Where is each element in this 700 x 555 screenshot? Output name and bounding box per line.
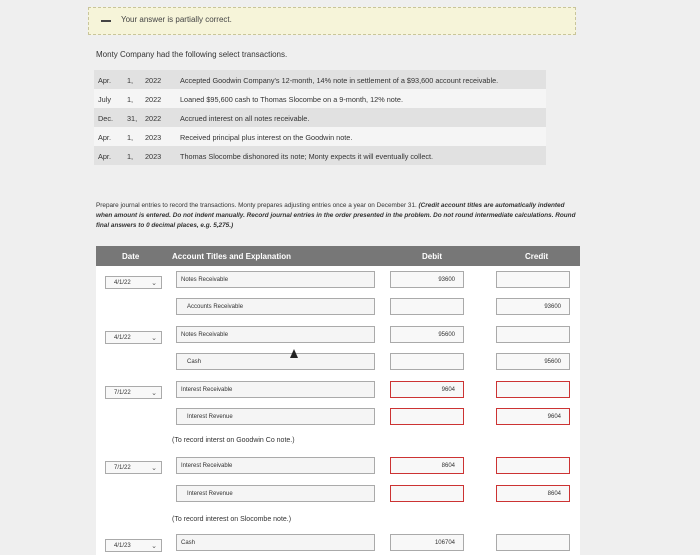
instructions-text: Prepare journal entries to record the transactions. Monty prepares adjusting entries once a year on December 31. xyxy=(96,202,419,209)
transaction-row xyxy=(94,146,546,165)
debit-value: 9604 xyxy=(441,387,455,393)
tx-day: 1, xyxy=(127,152,134,161)
account-value: Notes Receivable xyxy=(181,332,229,338)
account-value: Interest Receivable xyxy=(181,463,233,469)
credit-input[interactable] xyxy=(496,353,570,370)
tx-day: 1, xyxy=(127,95,134,104)
tx-day: 1, xyxy=(127,76,134,85)
minus-icon xyxy=(101,20,111,22)
debit-value: 8604 xyxy=(441,463,455,469)
instructions-note: (Credit account titles are automatically indented when amount is entered. Do not indent manually. Record journal entries in the order presented in the problem. Do not round intermediate calculations. Round final answers to 0 decimal places, e.g. 5,275.) xyxy=(96,202,576,229)
credit-value: 8604 xyxy=(547,491,561,497)
credit-input[interactable] xyxy=(496,326,570,343)
account-input[interactable] xyxy=(176,534,375,551)
header-account: Account Titles and Explanation xyxy=(172,252,291,261)
credit-input[interactable] xyxy=(496,485,570,502)
feedback-message: Your answer is partially correct. xyxy=(121,15,232,24)
chevron-down-icon: ⌄ xyxy=(151,543,157,550)
tx-year: 2022 xyxy=(145,95,162,104)
tx-month: July xyxy=(98,95,111,104)
tx-text: Accepted Goodwin Company's 12-month, 14% note in settlement of a $93,600 account receivable. xyxy=(180,76,499,85)
account-value: Accounts Receivable xyxy=(187,304,244,310)
transactions-table xyxy=(94,70,546,165)
credit-value: 9604 xyxy=(547,414,561,420)
transaction-row xyxy=(94,70,546,89)
debit-input[interactable] xyxy=(390,326,464,343)
debit-input[interactable] xyxy=(390,457,464,474)
tx-month: Apr. xyxy=(98,76,111,85)
journal-grid xyxy=(96,266,580,555)
date-value: 4/1/22 xyxy=(114,335,131,341)
debit-value: 93600 xyxy=(438,277,455,283)
account-value: Interest Revenue xyxy=(187,414,233,420)
date-select[interactable] xyxy=(105,461,162,474)
problem-intro: Monty Company had the following select transactions. xyxy=(96,50,288,59)
account-value: Cash xyxy=(187,359,202,365)
header-debit: Debit xyxy=(422,252,442,261)
debit-input[interactable] xyxy=(390,298,464,315)
date-select[interactable] xyxy=(105,539,162,552)
entry-note: (To record interest on Slocombe note.) xyxy=(172,516,292,523)
debit-input[interactable] xyxy=(390,381,464,398)
debit-input[interactable] xyxy=(390,485,464,502)
tx-month: Dec. xyxy=(98,114,114,123)
account-input[interactable] xyxy=(176,457,375,474)
debit-value: 95600 xyxy=(438,332,455,338)
account-value: Interest Revenue xyxy=(187,491,233,497)
tx-year: 2022 xyxy=(145,76,162,85)
debit-input[interactable] xyxy=(390,271,464,288)
account-input[interactable] xyxy=(176,408,375,425)
account-input[interactable] xyxy=(176,381,375,398)
debit-value: 106704 xyxy=(434,540,455,546)
credit-input[interactable] xyxy=(496,408,570,425)
tx-text: Loaned $95,600 cash to Thomas Slocombe on a 9-month, 12% note. xyxy=(180,95,403,104)
chevron-down-icon: ⌄ xyxy=(151,335,157,342)
transaction-row xyxy=(94,127,546,146)
transaction-row xyxy=(94,89,546,108)
chevron-down-icon: ⌄ xyxy=(151,465,157,472)
entry-note: (To record interst on Goodwin Co note.) xyxy=(172,437,295,444)
tx-text: Thomas Slocombe dishonored its note; Monty expects it will eventually collect. xyxy=(180,152,434,161)
account-input[interactable] xyxy=(176,485,375,502)
chevron-down-icon: ⌄ xyxy=(151,390,157,397)
date-value: 4/1/23 xyxy=(114,543,131,549)
credit-input[interactable] xyxy=(496,271,570,288)
tx-text: Received principal plus interest on the Goodwin note. xyxy=(180,133,353,142)
feedback-banner xyxy=(88,7,576,35)
tx-year: 2022 xyxy=(145,114,162,123)
date-value: 7/1/22 xyxy=(114,390,131,396)
tx-year: 2023 xyxy=(145,133,162,142)
debit-input[interactable] xyxy=(390,353,464,370)
tx-month: Apr. xyxy=(98,152,111,161)
account-input[interactable] xyxy=(176,298,375,315)
account-value: Cash xyxy=(181,540,196,546)
debit-input[interactable] xyxy=(390,408,464,425)
date-select[interactable] xyxy=(105,386,162,399)
date-select[interactable] xyxy=(105,276,162,289)
credit-input[interactable] xyxy=(496,457,570,474)
date-select[interactable] xyxy=(105,331,162,344)
tx-day: 1, xyxy=(127,133,134,142)
date-value: 7/1/22 xyxy=(114,465,131,471)
credit-input[interactable] xyxy=(496,534,570,551)
tx-year: 2023 xyxy=(145,152,162,161)
account-input[interactable] xyxy=(176,271,375,288)
date-value: 4/1/22 xyxy=(114,280,131,286)
instructions xyxy=(96,201,580,231)
credit-input[interactable] xyxy=(496,381,570,398)
credit-value: 95600 xyxy=(544,359,561,365)
debit-input[interactable] xyxy=(390,534,464,551)
header-credit: Credit xyxy=(525,252,549,261)
header-date: Date xyxy=(122,252,140,261)
account-input[interactable] xyxy=(176,353,375,370)
account-value: Interest Receivable xyxy=(181,387,233,393)
credit-value: 93600 xyxy=(544,304,561,310)
account-input[interactable] xyxy=(176,326,375,343)
tx-day: 31, xyxy=(127,114,138,123)
journal-header xyxy=(96,246,580,266)
tx-text: Accrued interest on all notes receivable. xyxy=(180,114,310,123)
mouse-pointer-icon xyxy=(290,349,298,358)
credit-input[interactable] xyxy=(496,298,570,315)
transaction-row xyxy=(94,108,546,127)
chevron-down-icon: ⌄ xyxy=(151,280,157,287)
tx-month: Apr. xyxy=(98,133,111,142)
account-value: Notes Receivable xyxy=(181,277,229,283)
